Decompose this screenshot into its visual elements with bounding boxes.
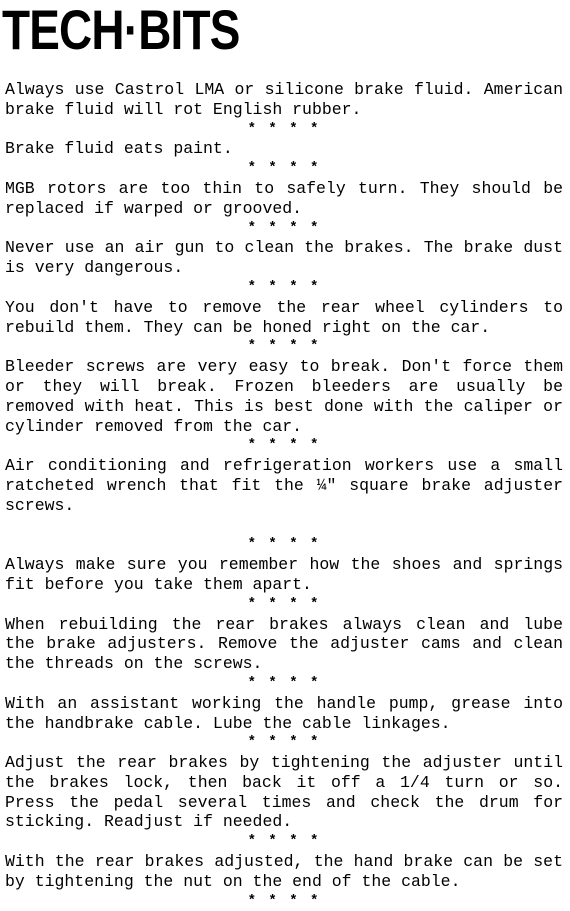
tip-item: Adjust the rear brakes by tightening the adjuster until the brakes lock, then back it off a 1/4 turn or so. Press the pedal several times and check the drum for sticking. Readjust if needed. (5, 753, 563, 832)
separator: * * * * (247, 278, 321, 295)
tip-item: With an assistant working the handle pump, grease into the handbrake cable. Lube the cable linkages. (5, 693, 563, 733)
tip-item: Brake fluid eats paint. (5, 139, 233, 159)
separator: * * * * (247, 437, 321, 454)
tip-item: When rebuilding the rear brakes always clean and lube the brake adjusters. Remove the adjuster cams and clean the threads on the screws. (5, 614, 563, 674)
separator: * * * * (247, 892, 321, 909)
tip-item: Bleeder screws are very easy to break. Don't force them or they will break. Frozen bleeders are usually be removed with heat. This is best done with the caliper or cylinder removed from the car. (5, 357, 563, 436)
tip-item: Never use an air gun to clean the brakes. The brake dust is very dangerous. (5, 238, 563, 278)
tips-list (5, 80, 563, 911)
separator: * * * * (247, 219, 321, 236)
tip-item: With the rear brakes adjusted, the hand brake can be set by tightening the nut on the end of the cable. (5, 852, 563, 891)
tip-item: Always use Castrol LMA or silicone brake fluid. American brake fluid will rot English rubber. (5, 80, 563, 119)
separator: * * * * (247, 833, 321, 850)
separator: * * * * (247, 595, 321, 612)
separator: * * * * (247, 536, 321, 553)
tip-item: You don't have to remove the rear wheel cylinders to rebuild them. They can be honed right on the car. (5, 297, 563, 337)
spacer (5, 516, 563, 536)
tip-item: MGB rotors are too thin to safely turn. They should be replaced if warped or grooved. (5, 178, 563, 218)
separator: * * * * (247, 338, 321, 355)
separator: * * * * (247, 120, 321, 137)
separator: * * * * (247, 674, 321, 691)
tip-item: Air conditioning and refrigeration workers use a small ratcheted wrench that fit the ¼" square brake adjuster screws. (5, 456, 563, 515)
tip-item: Always make sure you remember how the shoes and springs fit before you take them apart. (5, 555, 563, 594)
separator: * * * * (247, 160, 321, 177)
separator: * * * * (247, 734, 321, 751)
page-title: TECH·BITS (2, 0, 240, 61)
